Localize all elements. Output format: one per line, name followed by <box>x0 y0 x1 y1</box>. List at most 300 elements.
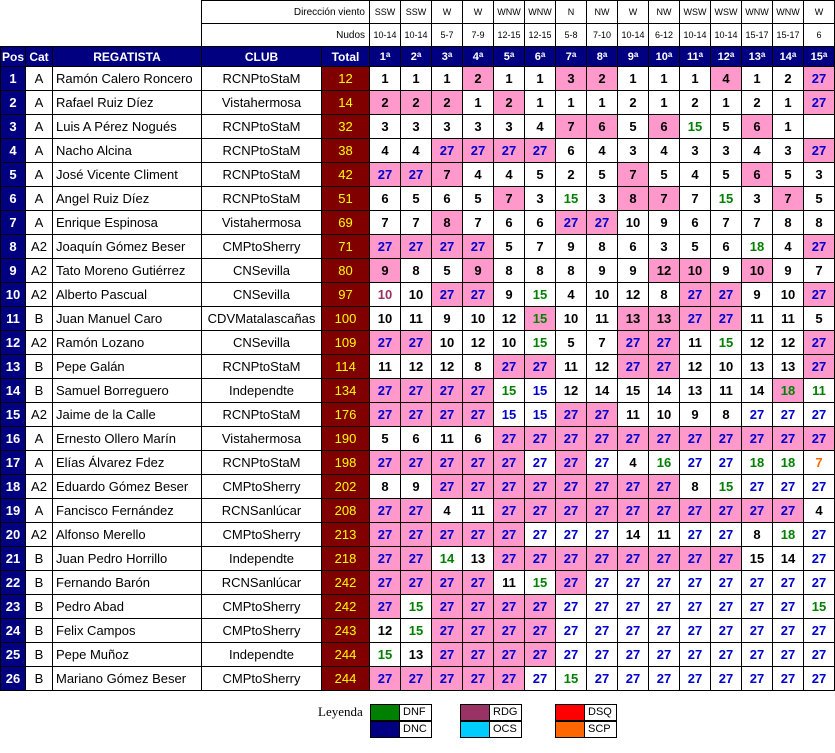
race-score-cell: 12 <box>649 259 680 283</box>
table-row[interactable] <box>1 475 835 499</box>
race-score-cell: 2 <box>618 91 649 115</box>
race-score-cell: 15 <box>680 115 711 139</box>
total-cell: 100 <box>322 307 370 331</box>
race-score-cell: 27 <box>432 451 463 475</box>
race-score-cell: 15 <box>556 667 587 691</box>
race-number: 1 <box>379 50 386 63</box>
total-cell: 51 <box>322 187 370 211</box>
race-score-cell: 2 <box>742 91 773 115</box>
table-row[interactable] <box>1 355 835 379</box>
race-score-cell: 27 <box>463 379 494 403</box>
race-score-cell: 27 <box>556 427 587 451</box>
table-row[interactable] <box>1 523 835 547</box>
legend-title: Leyenda <box>318 704 363 719</box>
race-score-cell: 12 <box>432 355 463 379</box>
col-race[interactable] <box>525 47 556 67</box>
position-cell: 12 <box>1 331 26 355</box>
col-race[interactable] <box>463 47 494 67</box>
sailor-name-cell: Luis A Pérez Nogués <box>53 115 202 139</box>
category-cell: B <box>26 667 53 691</box>
race-score-cell: 27 <box>618 595 649 619</box>
race-score-cell: 27 <box>370 403 401 427</box>
race-score-cell: 15 <box>525 307 556 331</box>
race-score-cell: 27 <box>587 667 618 691</box>
race-score-cell: 27 <box>370 163 401 187</box>
race-score-cell: 12 <box>370 619 401 643</box>
sailor-name-cell: Elías Álvarez Fdez <box>53 451 202 475</box>
race-score-cell: 27 <box>432 379 463 403</box>
race-score-cell: 27 <box>773 619 804 643</box>
race-score-cell: 27 <box>773 427 804 451</box>
race-ordinal: a <box>385 49 391 59</box>
race-score-cell: 27 <box>494 667 525 691</box>
race-score-cell: 27 <box>618 619 649 643</box>
race-score-cell: 27 <box>773 403 804 427</box>
total-cell: 242 <box>322 595 370 619</box>
race-score-cell: 10 <box>742 259 773 283</box>
race-score-cell: 27 <box>773 595 804 619</box>
race-score-cell: 27 <box>711 619 742 643</box>
category-cell: A2 <box>26 235 53 259</box>
category-cell: A2 <box>26 283 53 307</box>
race-score-cell: 27 <box>370 235 401 259</box>
race-score-cell: 15 <box>711 187 742 211</box>
race-score-cell: 27 <box>680 571 711 595</box>
race-score-cell: 12 <box>618 283 649 307</box>
race-score-cell: 6 <box>432 187 463 211</box>
legend-code: DNF <box>399 704 432 721</box>
table-row[interactable] <box>1 235 835 259</box>
race-score-cell: 27 <box>494 475 525 499</box>
table-row[interactable] <box>1 307 835 331</box>
table-row[interactable] <box>1 547 835 571</box>
race-score-cell: 3 <box>432 115 463 139</box>
race-score-cell: 27 <box>556 619 587 643</box>
total-cell: 69 <box>322 211 370 235</box>
table-row[interactable] <box>1 331 835 355</box>
race-score-cell: 27 <box>463 643 494 667</box>
sailor-name-cell: Fancisco Fernández <box>53 499 202 523</box>
race-score-cell: 14 <box>618 523 649 547</box>
race-score-cell: 27 <box>711 571 742 595</box>
knots-cell: 10-14 <box>370 24 401 47</box>
table-row[interactable] <box>1 595 835 619</box>
race-score-cell: 27 <box>742 595 773 619</box>
race-score-cell: 8 <box>494 259 525 283</box>
race-score-cell: 27 <box>494 427 525 451</box>
legend-code: DSQ <box>584 704 617 721</box>
sailor-name-cell: Eduardo Gómez Beser <box>53 475 202 499</box>
race-score-cell: 6 <box>556 139 587 163</box>
race-number: 15 <box>810 50 823 63</box>
race-score-cell: 27 <box>773 499 804 523</box>
race-score-cell: 27 <box>525 355 556 379</box>
position-cell: 11 <box>1 307 26 331</box>
race-score-cell: 10 <box>556 307 587 331</box>
race-score-cell: 27 <box>587 571 618 595</box>
col-race[interactable] <box>680 47 711 67</box>
race-score-cell: 11 <box>556 355 587 379</box>
race-score-cell: 15 <box>525 571 556 595</box>
race-score-cell: 27 <box>804 283 835 307</box>
knots-cell: 7-9 <box>463 24 494 47</box>
race-score-cell: 27 <box>432 595 463 619</box>
race-score-cell: 11 <box>680 331 711 355</box>
race-score-cell: 10 <box>463 307 494 331</box>
col-race[interactable] <box>401 47 432 67</box>
race-score-cell: 7 <box>711 211 742 235</box>
race-score-cell: 14 <box>587 379 618 403</box>
race-score-cell: 1 <box>649 67 680 91</box>
race-score-cell: 27 <box>711 307 742 331</box>
wind-direction-cell: NW <box>649 1 680 24</box>
col-race[interactable] <box>432 47 463 67</box>
race-score-cell: 27 <box>525 547 556 571</box>
position-cell: 3 <box>1 115 26 139</box>
race-score-cell: 27 <box>587 475 618 499</box>
table-row[interactable] <box>1 571 835 595</box>
race-score-cell: 27 <box>804 427 835 451</box>
race-score-cell: 6 <box>742 163 773 187</box>
race-number: 5 <box>503 50 510 63</box>
legend <box>0 704 835 746</box>
col-club[interactable]: CLUB <box>202 47 322 67</box>
race-number: 13 <box>748 50 761 63</box>
race-score-cell: 27 <box>618 571 649 595</box>
race-score-cell: 7 <box>773 187 804 211</box>
race-score-cell: 27 <box>587 403 618 427</box>
race-score-cell: 27 <box>556 595 587 619</box>
race-score-cell: 5 <box>711 163 742 187</box>
sailor-name-cell: Tato Moreno Gutiérrez <box>53 259 202 283</box>
table-row[interactable] <box>1 259 835 283</box>
knots-cell: 15-17 <box>742 24 773 47</box>
race-score-cell: 12 <box>556 379 587 403</box>
race-score-cell: 7 <box>618 163 649 187</box>
race-score-cell: 27 <box>370 499 401 523</box>
race-number: 2 <box>410 50 417 63</box>
col-total[interactable]: Total <box>322 47 370 67</box>
race-score-cell: 7 <box>649 187 680 211</box>
race-score-cell: 11 <box>804 379 835 403</box>
position-cell: 9 <box>1 259 26 283</box>
sailor-name-cell: José Vicente Climent <box>53 163 202 187</box>
club-cell: RCNSanlúcar <box>202 499 322 523</box>
table-row[interactable] <box>1 67 835 91</box>
race-score-cell: 5 <box>618 115 649 139</box>
race-score-cell: 13 <box>742 355 773 379</box>
race-score-cell: 27 <box>463 235 494 259</box>
race-score-cell: 27 <box>556 451 587 475</box>
table-row[interactable] <box>1 211 835 235</box>
race-score-cell: 27 <box>680 499 711 523</box>
col-race[interactable] <box>370 47 401 67</box>
race-score-cell: 5 <box>649 163 680 187</box>
race-score-cell: 6 <box>618 235 649 259</box>
col-race[interactable] <box>804 47 835 67</box>
race-score-cell: 27 <box>556 547 587 571</box>
race-score-cell: 2 <box>401 91 432 115</box>
table-row[interactable] <box>1 139 835 163</box>
race-score-cell: 14 <box>432 547 463 571</box>
race-score-cell: 9 <box>401 475 432 499</box>
legend-swatch <box>370 721 400 738</box>
race-score-cell: 27 <box>742 571 773 595</box>
col-cat[interactable]: Cat <box>26 47 53 67</box>
race-score-cell: 27 <box>370 571 401 595</box>
race-score-cell: 27 <box>370 667 401 691</box>
race-score-cell: 27 <box>401 667 432 691</box>
race-score-cell: 27 <box>804 475 835 499</box>
race-ordinal: a <box>667 49 673 59</box>
category-cell: A <box>26 451 53 475</box>
race-score-cell: 2 <box>556 163 587 187</box>
wind-direction-cell: W <box>804 1 835 24</box>
race-score-cell: 6 <box>711 235 742 259</box>
race-score-cell: 27 <box>556 499 587 523</box>
race-score-cell: 1 <box>525 67 556 91</box>
race-score-cell: 27 <box>432 283 463 307</box>
knots-cell: 6 <box>804 24 835 47</box>
race-number: 10 <box>655 50 668 63</box>
table-row[interactable] <box>1 499 835 523</box>
position-cell: 16 <box>1 427 26 451</box>
race-score-cell: 27 <box>804 667 835 691</box>
race-score-cell: 27 <box>680 619 711 643</box>
sailor-name-cell: Juan Manuel Caro <box>53 307 202 331</box>
race-score-cell: 27 <box>680 643 711 667</box>
race-score-cell: 8 <box>680 475 711 499</box>
race-score-cell: 2 <box>587 67 618 91</box>
race-score-cell: 3 <box>618 139 649 163</box>
race-score-cell: 27 <box>587 547 618 571</box>
position-cell: 5 <box>1 163 26 187</box>
race-score-cell: 27 <box>432 523 463 547</box>
wind-direction-cell: N <box>556 1 587 24</box>
race-score-cell: 5 <box>432 259 463 283</box>
category-cell: A2 <box>26 523 53 547</box>
race-score-cell: 5 <box>370 427 401 451</box>
col-race[interactable] <box>618 47 649 67</box>
race-score-cell: 27 <box>742 427 773 451</box>
table-row[interactable] <box>1 115 835 139</box>
race-score-cell: 27 <box>649 427 680 451</box>
race-score-cell: 6 <box>525 211 556 235</box>
wind-label: Dirección viento <box>202 1 370 24</box>
race-score-cell: 27 <box>587 427 618 451</box>
race-score-cell: 27 <box>618 331 649 355</box>
col-name[interactable]: REGATISTA <box>53 47 202 67</box>
race-number: 12 <box>717 50 730 63</box>
race-score-cell: 11 <box>401 307 432 331</box>
race-score-cell: 5 <box>401 187 432 211</box>
race-score-cell: 4 <box>494 163 525 187</box>
race-score-cell: 18 <box>773 379 804 403</box>
category-cell: A2 <box>26 331 53 355</box>
race-score-cell: 1 <box>370 67 401 91</box>
col-race[interactable] <box>742 47 773 67</box>
position-cell: 2 <box>1 91 26 115</box>
race-score-cell: 15 <box>494 379 525 403</box>
legend-swatch <box>370 704 400 721</box>
race-score-cell: 3 <box>649 235 680 259</box>
col-pos[interactable]: Pos <box>1 47 26 67</box>
race-score-cell: 7 <box>494 187 525 211</box>
race-ordinal: a <box>822 49 828 59</box>
race-score-cell: 3 <box>680 139 711 163</box>
race-score-cell: 27 <box>711 595 742 619</box>
race-score-cell: 18 <box>742 451 773 475</box>
club-cell: CMPtoSherry <box>202 595 322 619</box>
total-cell: 71 <box>322 235 370 259</box>
col-race[interactable] <box>711 47 742 67</box>
race-score-cell: 6 <box>649 115 680 139</box>
race-score-cell: 13 <box>618 307 649 331</box>
position-cell: 23 <box>1 595 26 619</box>
table-row[interactable] <box>1 451 835 475</box>
wind-direction-cell: WNW <box>525 1 556 24</box>
race-score-cell: 7 <box>370 211 401 235</box>
race-score-cell: 4 <box>370 139 401 163</box>
race-score-cell: 6 <box>587 115 618 139</box>
knots-cell: 7-10 <box>587 24 618 47</box>
race-score-cell: 27 <box>525 475 556 499</box>
col-race[interactable] <box>587 47 618 67</box>
race-score-cell: 8 <box>370 475 401 499</box>
race-number: 3 <box>441 50 448 63</box>
race-score-cell: 10 <box>649 403 680 427</box>
race-score-cell: 27 <box>618 427 649 451</box>
race-score-cell: 27 <box>525 139 556 163</box>
race-score-cell: 27 <box>680 283 711 307</box>
race-score-cell: 4 <box>587 139 618 163</box>
position-cell: 17 <box>1 451 26 475</box>
race-ordinal: a <box>729 49 735 59</box>
total-cell: 176 <box>322 403 370 427</box>
race-score-cell: 9 <box>556 235 587 259</box>
race-score-cell: 27 <box>804 91 835 115</box>
col-race[interactable] <box>494 47 525 67</box>
club-cell: CMPtoSherry <box>202 523 322 547</box>
race-score-cell: 27 <box>618 643 649 667</box>
table-row[interactable] <box>1 427 835 451</box>
race-score-cell: 27 <box>463 595 494 619</box>
race-score-cell: 11 <box>618 403 649 427</box>
race-score-cell: 4 <box>432 499 463 523</box>
race-score-cell: 1 <box>773 91 804 115</box>
knots-cell: 5-8 <box>556 24 587 47</box>
race-score-cell: 27 <box>742 667 773 691</box>
club-cell: CNSevilla <box>202 331 322 355</box>
table-row[interactable] <box>1 403 835 427</box>
race-score-cell: 10 <box>711 355 742 379</box>
category-cell: A <box>26 139 53 163</box>
table-row[interactable] <box>1 163 835 187</box>
wind-direction-cell: WSW <box>711 1 742 24</box>
race-score-cell: 9 <box>711 259 742 283</box>
race-score-cell: 27 <box>432 235 463 259</box>
race-score-cell: 27 <box>370 595 401 619</box>
position-cell: 8 <box>1 235 26 259</box>
table-row[interactable] <box>1 283 835 307</box>
sailor-name-cell: Mariano Gómez Beser <box>53 667 202 691</box>
total-cell: 134 <box>322 379 370 403</box>
race-score-cell: 27 <box>463 451 494 475</box>
club-cell: RCNPtoStaM <box>202 355 322 379</box>
race-score-cell: 27 <box>494 523 525 547</box>
race-score-cell: 27 <box>618 547 649 571</box>
race-score-cell: 27 <box>742 643 773 667</box>
table-row[interactable] <box>1 91 835 115</box>
col-race[interactable] <box>773 47 804 67</box>
category-cell: B <box>26 547 53 571</box>
race-score-cell: 8 <box>432 211 463 235</box>
table-row[interactable] <box>1 643 835 667</box>
race-score-cell: 8 <box>804 211 835 235</box>
sailor-name-cell: Alberto Pascual <box>53 283 202 307</box>
race-score-cell: 11 <box>494 571 525 595</box>
race-score-cell: 9 <box>432 307 463 331</box>
race-score-cell: 27 <box>804 523 835 547</box>
race-score-cell: 5 <box>773 163 804 187</box>
race-score-cell: 15 <box>711 331 742 355</box>
total-cell: 208 <box>322 499 370 523</box>
race-score-cell: 27 <box>370 523 401 547</box>
table-row[interactable] <box>1 667 835 691</box>
race-score-cell: 27 <box>401 379 432 403</box>
table-row[interactable] <box>1 379 835 403</box>
total-cell: 32 <box>322 115 370 139</box>
race-score-cell: 4 <box>649 139 680 163</box>
sailor-name-cell: Enrique Espinosa <box>53 211 202 235</box>
table-row[interactable] <box>1 187 835 211</box>
race-score-cell: 27 <box>587 211 618 235</box>
race-score-cell: 27 <box>649 571 680 595</box>
race-score-cell: 12 <box>587 355 618 379</box>
knots-row <box>1 24 835 47</box>
legend-swatch <box>460 704 490 721</box>
race-ordinal: a <box>447 49 453 59</box>
club-cell: RCNPtoStaM <box>202 67 322 91</box>
table-row[interactable] <box>1 619 835 643</box>
race-score-cell: 27 <box>587 499 618 523</box>
race-score-cell: 27 <box>680 523 711 547</box>
race-score-cell: 3 <box>370 115 401 139</box>
sailor-name-cell: Ramón Lozano <box>53 331 202 355</box>
race-score-cell: 27 <box>804 619 835 643</box>
race-score-cell: 15 <box>401 595 432 619</box>
race-number: 14 <box>779 50 792 63</box>
race-score-cell: 27 <box>494 355 525 379</box>
race-score-cell: 27 <box>773 571 804 595</box>
legend-swatch <box>460 721 490 738</box>
race-score-cell: 13 <box>463 547 494 571</box>
race-score-cell: 27 <box>525 451 556 475</box>
race-score-cell: 3 <box>556 67 587 91</box>
race-score-cell: 27 <box>649 619 680 643</box>
race-score-cell: 27 <box>432 403 463 427</box>
position-cell: 7 <box>1 211 26 235</box>
position-cell: 20 <box>1 523 26 547</box>
race-score-cell: 27 <box>649 499 680 523</box>
wind-direction-cell: SSW <box>370 1 401 24</box>
race-score-cell: 3 <box>494 115 525 139</box>
race-ordinal: a <box>602 49 608 59</box>
col-race[interactable] <box>556 47 587 67</box>
race-score-cell: 27 <box>804 235 835 259</box>
col-race[interactable] <box>649 47 680 67</box>
race-score-cell: 11 <box>432 427 463 451</box>
